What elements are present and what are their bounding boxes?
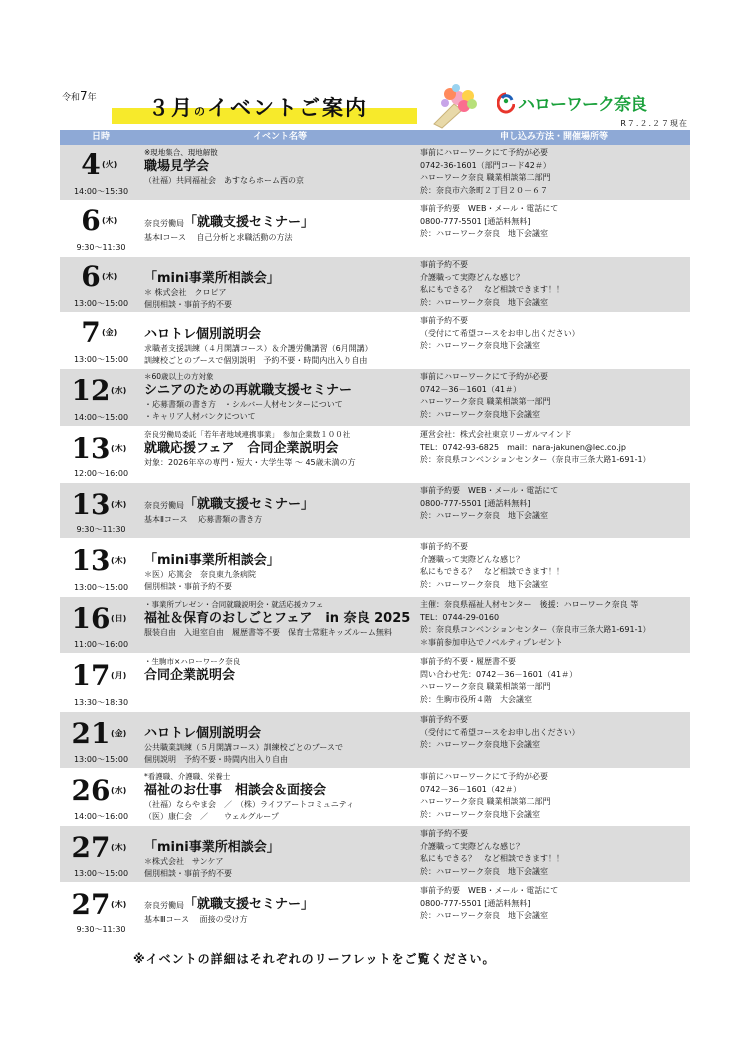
apply-detail: 0742－36－1601（41＃）	[420, 384, 522, 394]
apply-detail: 事前にハローワークにて予約が必要	[420, 372, 548, 381]
event-weekday: (木)	[111, 444, 127, 453]
event-info-cell	[142, 883, 418, 938]
event-title: 「mini事業所相談会」	[144, 271, 280, 286]
event-info-cell	[142, 369, 418, 426]
apply-detail: 運営会社：株式会社東京リーガルマインド	[420, 430, 572, 439]
event-info-cell	[142, 826, 418, 882]
event-title: 「mini事業所相談会」	[144, 840, 280, 855]
event-info-cell	[142, 427, 418, 482]
as-of-date: R７.２.２７現在	[620, 119, 688, 128]
event-date-cell	[60, 313, 142, 368]
apply-detail: TEL：0742-93-6825 mail：nara-jakunen@lec.co.jp	[420, 442, 626, 452]
apply-detail: 0742－36－1601（42＃）	[420, 784, 522, 794]
apply-detail: 於：ハローワーク奈良地下会議室	[420, 809, 540, 819]
apply-detail: ハローワーク奈良 職業相談第一部門	[420, 682, 551, 691]
apply-detail: 事前予約不要	[420, 260, 468, 269]
footer-note: ※イベントの詳細はそれぞれのリーフレットをご覧ください。	[133, 952, 496, 966]
event-date-cell	[60, 201, 142, 256]
event-detail: ＊株式会社 サンケア	[144, 857, 224, 866]
event-apply-cell	[418, 145, 690, 200]
apply-detail: 私にもできる？ など相談できます！！	[420, 854, 564, 863]
table-row	[60, 597, 690, 654]
event-apply-cell	[418, 654, 690, 711]
event-weekday: (火)	[102, 160, 118, 169]
event-note: ・事業所プレゼン・合同就職説明会・就活応援カフェ	[144, 600, 324, 609]
event-title: 「mini事業所相談会」	[144, 553, 280, 568]
event-organizer: 奈良労働局	[144, 901, 184, 910]
event-apply-cell	[418, 257, 690, 312]
apply-detail: 事前にハローワークにて予約が必要	[420, 772, 548, 781]
event-day: 26	[71, 774, 111, 807]
apply-detail: 於：ハローワーク奈良地下会議室	[420, 740, 540, 749]
event-weekday: (金)	[111, 729, 127, 738]
event-day: 13	[71, 432, 111, 465]
event-weekday: (水)	[111, 786, 127, 795]
event-time: 13:00～15:00	[73, 299, 129, 308]
table-row	[60, 369, 690, 427]
apply-detail: 於：ハローワーク奈良 地下会議室	[420, 229, 548, 238]
apply-detail: 事前予約不要	[420, 829, 468, 838]
apply-detail: 0800-777-5501 [通話料無料]	[420, 216, 531, 226]
apply-detail: 介護職って実際どんな感じ？	[420, 554, 524, 564]
event-detail: 基本Ⅲコース 面接の受け方	[144, 915, 248, 924]
apply-detail: 於：奈良市六条町２丁目２０－６７	[420, 185, 548, 195]
apply-detail: 於：ハローワーク奈良地下会議室	[420, 341, 540, 350]
table-row	[60, 313, 690, 369]
event-apply-cell	[418, 883, 690, 938]
event-detail: 服装自由 入退室自由 履歴書等不要 保育士常駐キッズルーム無料	[144, 628, 392, 637]
event-apply-cell	[418, 539, 690, 596]
event-title: 福祉のお仕事 相談会＆面接会	[144, 783, 327, 798]
event-time: 13:00～15:00	[73, 755, 129, 764]
event-title: 合同企業説明会	[144, 668, 236, 683]
apply-detail: 事前予約不要	[420, 316, 468, 325]
apply-detail: 0742-36-1601（部門コード42＃）	[420, 160, 551, 170]
event-time: 9:30～11:30	[76, 525, 126, 534]
apply-detail: ＊事前参加申込でノベルティプレゼント	[420, 637, 563, 647]
event-day: 17	[71, 659, 111, 692]
event-note: 奈良労働局委託「若年者地域連携事業」 参加企業数１００社	[144, 430, 351, 439]
event-day: 27	[71, 888, 111, 921]
table-row	[60, 712, 690, 769]
table-row	[60, 427, 690, 483]
event-date-cell	[60, 769, 142, 825]
event-title: 福祉＆保育のおしごとフェア in 奈良 2025	[144, 611, 411, 626]
apply-detail: （受付にて希望コースをお申し出ください）	[420, 328, 580, 338]
event-time: 9:30～11:30	[76, 925, 126, 934]
event-apply-cell	[418, 597, 690, 653]
event-date-cell	[60, 257, 142, 312]
event-date-cell	[60, 539, 142, 596]
flower-bouquet-icon	[428, 84, 480, 130]
event-detail: 個別相談・事前予約不要	[144, 582, 232, 591]
event-note: ※現地集合、現地解散	[144, 148, 218, 157]
event-time: 11:00～16:00	[73, 640, 129, 649]
event-date-cell	[60, 712, 142, 768]
event-weekday: (木)	[111, 500, 127, 509]
event-weekday: (水)	[111, 386, 127, 395]
event-note: *看護職、介護職、栄養士	[144, 772, 231, 781]
event-detail: 基本Ⅰコース 自己分析と求職活動の方法	[144, 233, 293, 242]
event-detail: 対象：2026年卒の専門・短大・大学生等 ～ 45歳未満の方	[144, 458, 356, 467]
apply-detail: 私にもできる？ など相談できます！！	[420, 567, 564, 576]
event-detail: 個別相談・事前予約不要	[144, 869, 232, 878]
header-apply: 申し込み方法・開催場所等	[499, 132, 608, 142]
event-day: 7	[81, 316, 101, 349]
page-title: ３月のイベントご案内	[112, 92, 417, 124]
event-detail: 求職者支援訓練（４月開講コース）＆介護労働講習（6月開講）	[144, 344, 373, 353]
event-time: 12:00～16:00	[73, 469, 129, 478]
apply-detail: ハローワーク奈良 職業相談第一部門	[420, 397, 551, 406]
apply-detail: 事前予約要 WEB・メール・電話にて	[420, 204, 559, 213]
table-body	[60, 145, 690, 939]
event-day: 6	[81, 260, 101, 293]
event-weekday: (木)	[111, 843, 127, 852]
event-time: 13:30～18:30	[73, 698, 129, 707]
event-apply-cell	[418, 427, 690, 482]
apply-detail: ハローワーク奈良 職業相談第二部門	[420, 173, 551, 182]
event-date-cell	[60, 826, 142, 882]
table-row	[60, 145, 690, 201]
event-date-cell	[60, 427, 142, 482]
event-weekday: (木)	[102, 272, 118, 281]
event-detail: ・応募書類の書き方 ・シルバー人材センターについて	[144, 400, 343, 409]
event-note: ・生駒市×ハローワーク奈良	[144, 657, 241, 666]
event-info-cell	[142, 539, 418, 596]
apply-detail: 主催：奈良県福祉人材センター 後援：ハローワーク奈良 等	[420, 600, 639, 609]
event-date-cell	[60, 369, 142, 426]
apply-detail: 0800-777-5501 [通話料無料]	[420, 498, 531, 508]
apply-detail: 於：ハローワーク奈良 地下会議室	[420, 866, 548, 876]
header-date: 日時	[91, 132, 110, 142]
event-title: 就職応援フェア 合同企業説明会	[144, 441, 339, 456]
event-day: 13	[71, 544, 111, 577]
table-row	[60, 769, 690, 826]
apply-detail: 事前にハローワークにて予約が必要	[420, 148, 548, 157]
event-apply-cell	[418, 483, 690, 538]
event-date-cell	[60, 483, 142, 538]
apply-detail: 0800-777-5501 [通話料無料]	[420, 898, 531, 908]
event-time: 13:00～15:00	[73, 869, 129, 878]
event-info-cell	[142, 769, 418, 825]
event-weekday: (木)	[111, 556, 127, 565]
table-row	[60, 883, 690, 939]
header-event: イベント名等	[252, 132, 307, 142]
event-detail: （社福）ならやま会 ／ （株）ライフアートコミュニティ	[144, 800, 355, 809]
apply-detail: TEL：0744-29-0160	[420, 612, 500, 622]
event-weekday: (金)	[102, 328, 118, 337]
event-day: 13	[71, 488, 111, 521]
event-detail: 訓練校ごとのブースで個別説明 予約不要・時間内出入り自由	[144, 356, 368, 365]
event-detail: 個別説明 予約不要・時間内出入り自由	[144, 755, 288, 764]
event-apply-cell	[418, 712, 690, 768]
event-info-cell	[142, 654, 418, 711]
apply-detail: 問い合わせ先：0742－36－1601（41＃）	[420, 669, 578, 679]
table-row	[60, 826, 690, 883]
event-apply-cell	[418, 369, 690, 426]
event-apply-cell	[418, 769, 690, 825]
event-time: 14:00～15:30	[73, 187, 129, 196]
event-day: 21	[71, 717, 111, 750]
event-title: ハロトレ個別説明会	[144, 726, 262, 741]
event-day: 27	[71, 831, 111, 864]
event-detail: 個別相談・事前予約不要	[144, 300, 232, 309]
apply-detail: 於：ハローワーク奈良 地下会議室	[420, 911, 548, 920]
apply-detail: 私にもできる？ など相談できます！！	[420, 285, 564, 294]
event-apply-cell	[418, 826, 690, 882]
apply-detail: （受付にて希望コースをお申し出ください）	[420, 727, 580, 737]
table-row	[60, 257, 690, 313]
era-label: 令和7年	[62, 89, 97, 103]
event-time: 13:00～15:00	[73, 355, 129, 364]
apply-detail: 於：ハローワーク奈良 地下会議室	[420, 579, 548, 589]
event-info-cell	[142, 483, 418, 538]
event-organizer: 奈良労働局	[144, 501, 184, 510]
event-date-cell	[60, 145, 142, 200]
event-weekday: (月)	[111, 671, 127, 680]
event-detail: ＊医）応篤会 奈良東九条病院	[144, 570, 256, 579]
event-title: 職場見学会	[144, 159, 210, 174]
event-info-cell	[142, 313, 418, 368]
apply-detail: ハローワーク奈良 職業相談第二部門	[420, 797, 551, 806]
event-info-cell	[142, 257, 418, 312]
event-time: 14:00～16:00	[73, 812, 129, 821]
event-note: ＊60歳以上の方対象	[144, 372, 214, 381]
event-detail: ・キャリア人材バンクについて	[144, 412, 256, 421]
event-time: 13:00～15:00	[73, 583, 129, 592]
event-detail: ＊ 株式会社 クロピア	[144, 288, 227, 297]
apply-detail: 事前予約要 WEB・メール・電話にて	[420, 886, 559, 895]
event-apply-cell	[418, 201, 690, 256]
event-day: 6	[81, 204, 101, 237]
apply-detail: 於：生駒市役所４階 大会議室	[420, 694, 532, 704]
apply-detail: 於：奈良県コンベンションセンター（奈良市三条大路1-691-1）	[420, 455, 651, 464]
apply-detail: 於：奈良県コンベンションセンター（奈良市三条大路1-691-1）	[420, 625, 651, 634]
table-row	[60, 483, 690, 539]
event-date-cell	[60, 654, 142, 711]
event-detail: （医）康仁会 ／ ウェルグループ	[144, 812, 279, 821]
event-info-cell	[142, 201, 418, 256]
event-day: 12	[71, 374, 111, 407]
event-weekday: (日)	[111, 614, 127, 623]
event-day: 16	[71, 602, 111, 635]
apply-detail: 介護職って実際どんな感じ？	[420, 841, 524, 851]
event-time: 14:00～15:00	[73, 413, 129, 422]
event-date-cell	[60, 597, 142, 653]
event-apply-cell	[418, 313, 690, 368]
apply-detail: 事前予約不要	[420, 715, 468, 724]
table-header	[60, 130, 690, 145]
event-info-cell	[142, 145, 418, 200]
hellowork-logo: ハローワーク奈良	[497, 90, 646, 115]
table-row	[60, 201, 690, 257]
event-date-cell	[60, 883, 142, 938]
event-detail: 公共職業訓練（５月開講コース）訓練校ごとのブースで	[144, 743, 343, 752]
event-title: 奈良労働局「就職支援セミナー」	[144, 497, 315, 512]
apply-detail: 事前予約要 WEB・メール・電話にて	[420, 486, 559, 495]
apply-detail: 介護職って実際どんな感じ？	[420, 272, 524, 282]
apply-detail: 於：ハローワーク奈良 地下会議室	[420, 511, 548, 520]
apply-detail: 於：ハローワーク奈良地下会議室	[420, 409, 540, 419]
hellowork-mark-icon	[497, 92, 515, 114]
event-weekday: (木)	[111, 900, 127, 909]
event-title: 奈良労働局「就職支援セミナー」	[144, 215, 315, 230]
event-day: 4	[81, 148, 101, 181]
table-row	[60, 654, 690, 712]
event-title: 奈良労働局「就職支援セミナー」	[144, 897, 315, 912]
event-time: 9:30～11:30	[76, 243, 126, 252]
event-info-cell	[142, 597, 418, 653]
event-title: シニアのための再就職支援セミナー	[144, 383, 353, 398]
event-detail: （社福）共同福祉会 あすならホーム西の京	[144, 176, 304, 185]
event-organizer: 奈良労働局	[144, 219, 184, 228]
apply-detail: 事前予約不要	[420, 542, 468, 551]
event-table	[60, 130, 690, 939]
apply-detail: 事前予約不要・履歴書不要	[420, 657, 516, 666]
event-title: ハロトレ個別説明会	[144, 327, 262, 342]
event-weekday: (木)	[102, 216, 118, 225]
table-row	[60, 539, 690, 597]
event-info-cell	[142, 712, 418, 768]
apply-detail: 於：ハローワーク奈良 地下会議室	[420, 297, 548, 307]
event-detail: 基本Ⅱコース 応募書類の書き方	[144, 515, 263, 524]
